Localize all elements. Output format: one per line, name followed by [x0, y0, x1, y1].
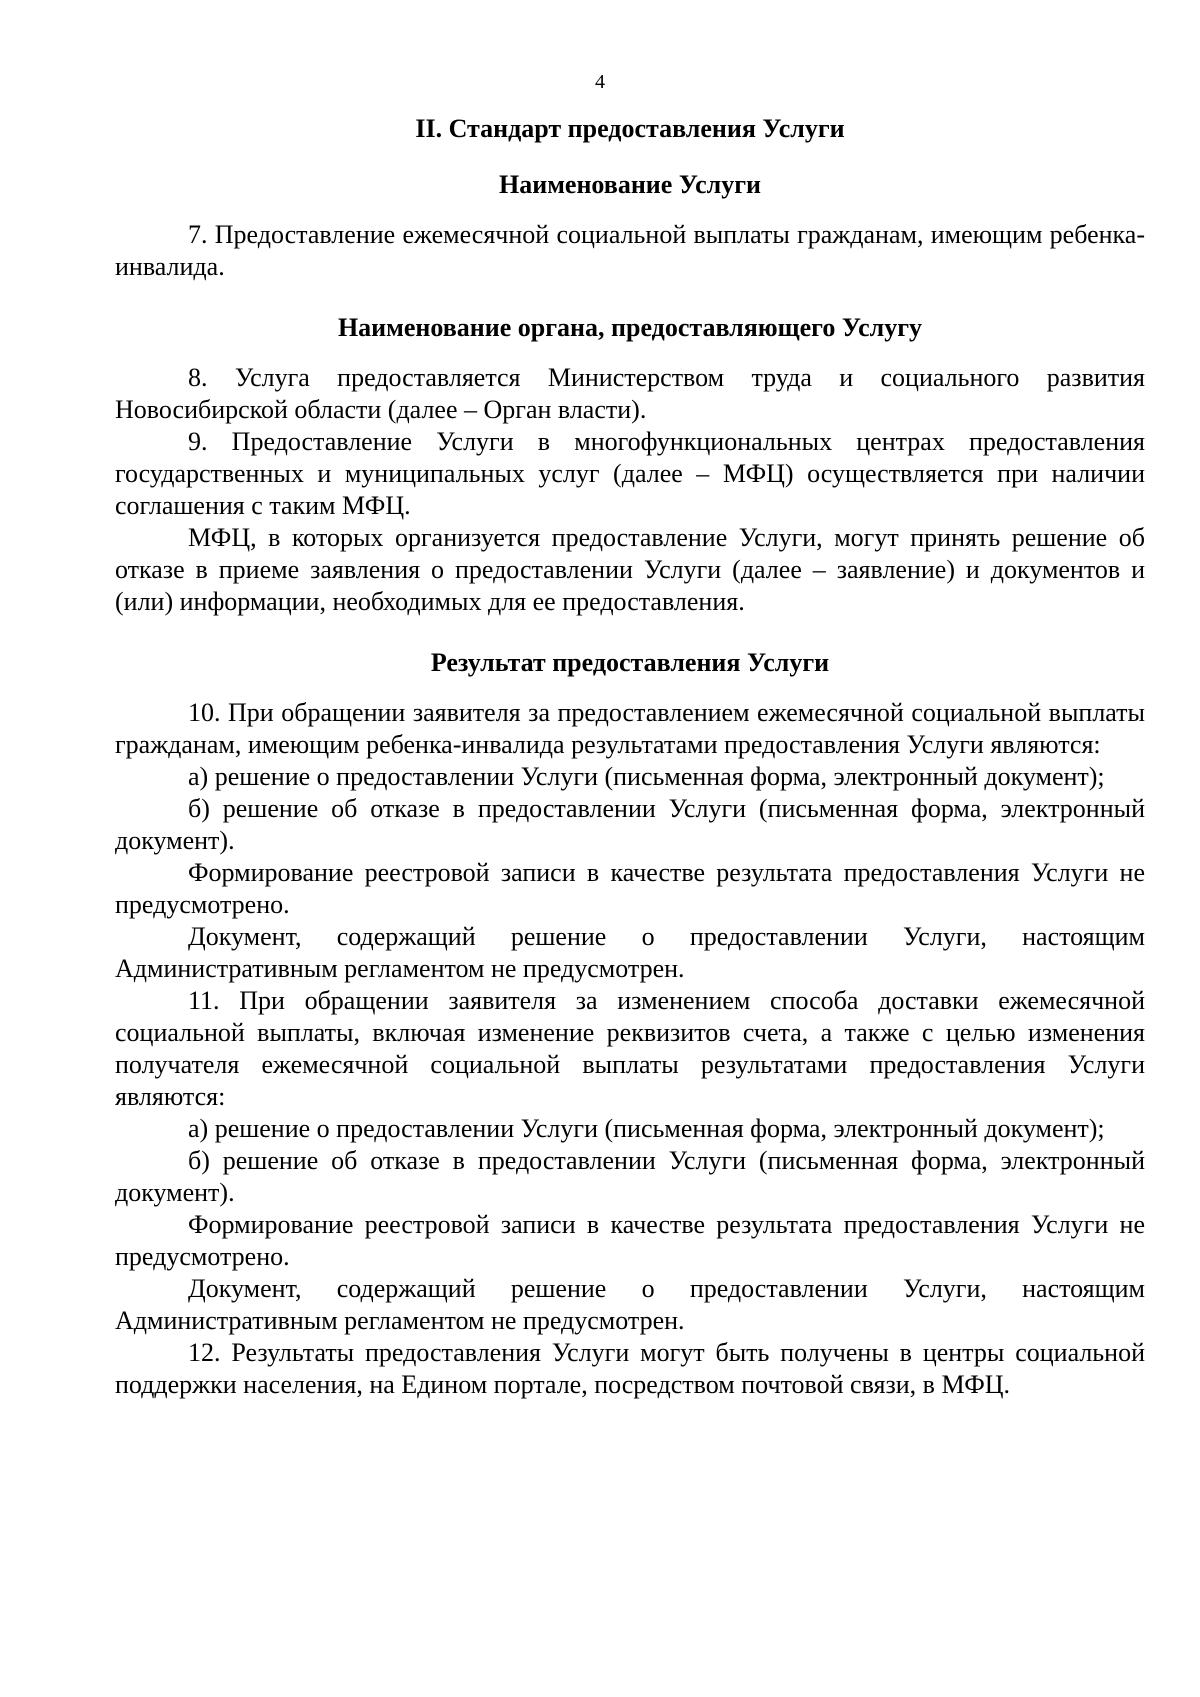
- paragraph-8: 8. Услуга предоставляется Министерством труда и социального развития Новосибирской области (далее – Орган власти).: [115, 363, 1145, 424]
- paragraph-10-document: Документ, содержащий решение о предоставлении Услуги, настоящим Административным регламентом не предусмотрен.: [115, 922, 1145, 983]
- paragraph-10: 10. При обращении заявителя за предоставлением ежемесячной социальной выплаты гражданам, имеющим ребенка-инвалида результатами предоставления Услуги являются:: [115, 698, 1145, 759]
- document-body: [115, 113, 1145, 1401]
- page-number: 4: [595, 71, 605, 93]
- section-title: II. Стандарт предоставления Услуги: [415, 114, 845, 143]
- paragraph-11-registry: Формирование реестровой записи в качестве результата предоставления Услуги не предусмотрено.: [115, 1210, 1145, 1271]
- paragraph-11a: а) решение о предоставлении Услуги (письменная форма, электронный документ);: [188, 1114, 1105, 1143]
- paragraph-12: 12. Результаты предоставления Услуги могут быть получены в центры социальной поддержки населения, на Едином портале, посредством почтовой связи, в МФЦ.: [115, 1338, 1145, 1399]
- paragraph-7: 7. Предоставление ежемесячной социальной выплаты гражданам, имеющим ребенка-инвалида.: [115, 220, 1145, 281]
- paragraph-10b: б) решение об отказе в предоставлении Услуги (письменная форма, электронный документ).: [115, 794, 1145, 855]
- paragraph-11: 11. При обращении заявителя за изменением способа доставки ежемесячной социальной выплаты, включая изменение реквизитов счета, а также с целью изменения получателя ежемесячной социальной выплаты результатами предоставления Услуги являются:: [115, 986, 1145, 1111]
- paragraph-11-document: Документ, содержащий решение о предоставлении Услуги, настоящим Административным регламентом не предусмотрен.: [115, 1274, 1145, 1335]
- paragraph-10-registry: Формирование реестровой записи в качестве результата предоставления Услуги не предусмотрено.: [115, 858, 1145, 919]
- paragraph-9: 9. Предоставление Услуги в многофункциональных центрах предоставления государственных и муниципальных услуг (далее – МФЦ) осуществляется при наличии соглашения с таким МФЦ.: [115, 427, 1145, 520]
- heading-service-name: Наименование Услуги: [498, 170, 762, 199]
- heading-service-result: Результат предоставления Услуги: [430, 648, 830, 677]
- paragraph-10a: а) решение о предоставлении Услуги (письменная форма, электронный документ);: [188, 762, 1105, 791]
- paragraph-mfc-refusal: МФЦ, в которых организуется предоставление Услуги, могут принять решение об отказе в приеме заявления о предоставлении Услуги (далее – заявление) и документов и (или) информации, необходимых для ее предоставления.: [115, 523, 1145, 616]
- paragraph-11b: б) решение об отказе в предоставлении Услуги (письменная форма, электронный документ).: [115, 1146, 1145, 1207]
- heading-providing-body: Наименование органа, предоставляющего Услугу: [337, 313, 923, 342]
